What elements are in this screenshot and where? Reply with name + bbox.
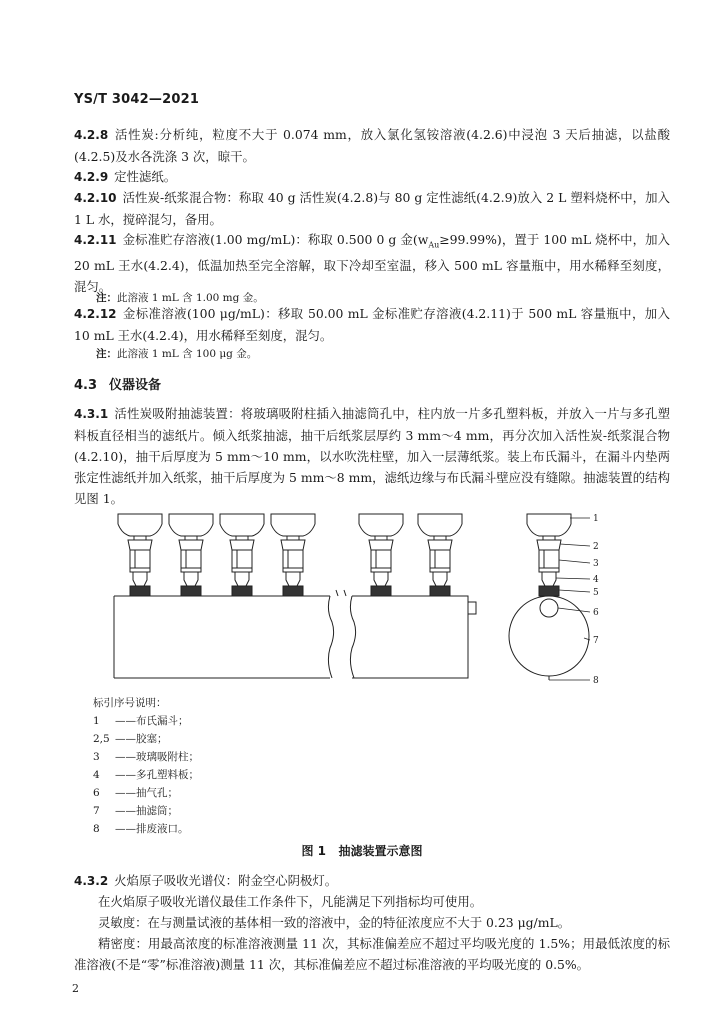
standard-code-header: YS/T 3042—2021 [74,92,200,107]
clause-4-2-10 [74,187,670,230]
legend-row: 8 ——排废液口。 [93,823,189,835]
clause-text: 活性炭吸附抽滤装置：将玻璃吸附柱插入抽滤筒孔中，柱内放一片多孔塑料板，并放入一片与多孔塑料板直径相当的滤纸片。倾入纸浆抽滤，抽干后纸浆层厚约 3 mm～4 mm，再分次加入活性炭-纸浆混合物(4.2.10)，抽干后厚度为 5 mm～10 mm，以水吹洗柱壁，加入一层薄纸浆。装上布氏漏斗，在漏斗内垫两张定性滤纸并加入纸浆，抽干后厚度为 5 mm～8 mm，滤纸边缘与布氏漏斗壁应没有缝隙。抽滤装置的结构见图 1。 [74,406,670,506]
buchner-funnel-column-unit [169,514,213,596]
buchner-funnel-column-unit [118,514,162,596]
side-view-column-unit [527,514,571,596]
callout-label: 5 [593,588,599,598]
page-number: 2 [72,982,79,995]
note-2 [96,346,257,362]
paragraph-conditions: 在火焰原子吸收光谱仪最佳工作条件下，凡能满足下列指标均可使用。 [98,894,483,909]
figure-legend [93,694,199,838]
clause-number: 4.2.8 [74,128,109,142]
clause-4-2-8 [74,124,670,167]
section-title: 仪器设备 [109,378,162,393]
clause-4-2-12 [74,303,670,346]
callout-label: 4 [593,575,599,585]
legend-row: 3 ——玻璃吸附柱； [93,751,199,763]
clause-number: 4.2.12 [74,307,117,321]
figure-title: 抽滤装置示意图 [338,844,423,858]
callout-label: 3 [593,559,599,569]
legend-title: 标引序号说明： [93,697,167,709]
callout-label: 2 [593,542,599,552]
clause-4-3-2 [74,870,670,892]
clause-4-2-9 [74,166,670,188]
callout-label: 1 [593,514,599,524]
figure-caption [0,842,724,859]
note-label: 注： [96,292,117,304]
note-text: 此溶液 1 mL 含 1.00 mg 金。 [117,292,264,304]
suction-cylinder-front-view [114,596,468,678]
clause-text: 金标准溶液(100 μg/mL)：移取 50.00 mL 金标准贮存溶液(4.2.11)于 500 mL 容量瓶中，加入 10 mL 王水(4.2.4)，用水稀释至刻度，混匀。 [74,306,670,343]
outlet-port [468,602,476,614]
clause-number: 4.3.2 [74,874,109,888]
subscript-au: Au [428,240,440,250]
note-text: 此溶液 1 mL 含 100 μg 金。 [117,348,258,360]
clause-number: 4.3.1 [74,407,109,421]
section-heading-4-3 [74,374,161,393]
section-number: 4.3 [74,378,98,393]
clause-4-3-1 [74,403,670,509]
legend-row: 1 ——布氏漏斗； [93,715,189,727]
legend-row: 2,5 ——胶塞； [93,733,168,745]
filtration-apparatus-figure [100,500,660,690]
legend-row: 6 ——抽气孔； [93,787,178,799]
clause-text: 定性滤纸。 [114,169,177,184]
legend-row: 4 ——多孔塑料板； [93,769,199,781]
clause-number: 4.2.10 [74,191,117,205]
suction-hole [540,599,558,617]
callout-label: 6 [593,608,599,618]
suction-cylinder-side-view [509,596,589,676]
clause-4-2-11 [74,229,670,297]
note-label: 注： [96,348,117,360]
figure-number: 图 1 [301,844,326,858]
paragraph-sensitivity: 灵敏度：在与测量试液的基体相一致的溶液中，金的特征浓度应不大于 0.23 μg/mL。 [98,915,571,930]
clause-text-b: ≥99.99%)，置于 100 mL 烧杯中，加入 20 mL 王水(4.2.4)，低温加热至完全溶解，取下冷却至室温，移入 500 mL 容量瓶中，用水稀释至刻度，混匀。 [74,232,670,295]
buchner-funnel-column-unit [220,514,264,596]
clause-text: 活性炭:分析纯，粒度不大于 0.074 mm，放入氯化氢铵溶液(4.2.6)中浸泡 3 天后抽滤，以盐酸(4.2.5)及水各洗涤 3 次，晾干。 [74,127,670,164]
clause-title: 火焰原子吸收光谱仪：附金空心阴极灯。 [114,873,338,888]
buchner-funnel-column-unit [271,514,315,596]
callout-label: 7 [593,636,599,646]
clause-text-a: 金标准贮存溶液(1.00 mg/mL)：称取 0.500 0 g 金(w [122,232,429,247]
clause-text: 活性炭-纸浆混合物：称取 40 g 活性炭(4.2.8)与 80 g 定性滤纸(4.2.9)放入 2 L 塑料烧杯中，加入 1 L 水，搅碎混匀，备用。 [74,190,670,227]
paragraph-precision: 精密度：用最高浓度的标准溶液测量 11 次，其标准偏差应不超过平均吸光度的 1.5%；用最低浓度的标准溶液(不是“零”标准溶液)测量 11 次，其标准偏差应不超过标准溶液的平均吸光度的 0.5%。 [74,936,670,972]
buchner-funnel-column-unit [359,514,403,596]
legend-row: 7 ——抽滤筒； [93,805,178,817]
clause-number: 4.2.11 [74,233,117,247]
callout-label: 8 [593,676,599,686]
clause-number: 4.2.9 [74,170,109,184]
buchner-funnel-column-unit [418,514,462,596]
